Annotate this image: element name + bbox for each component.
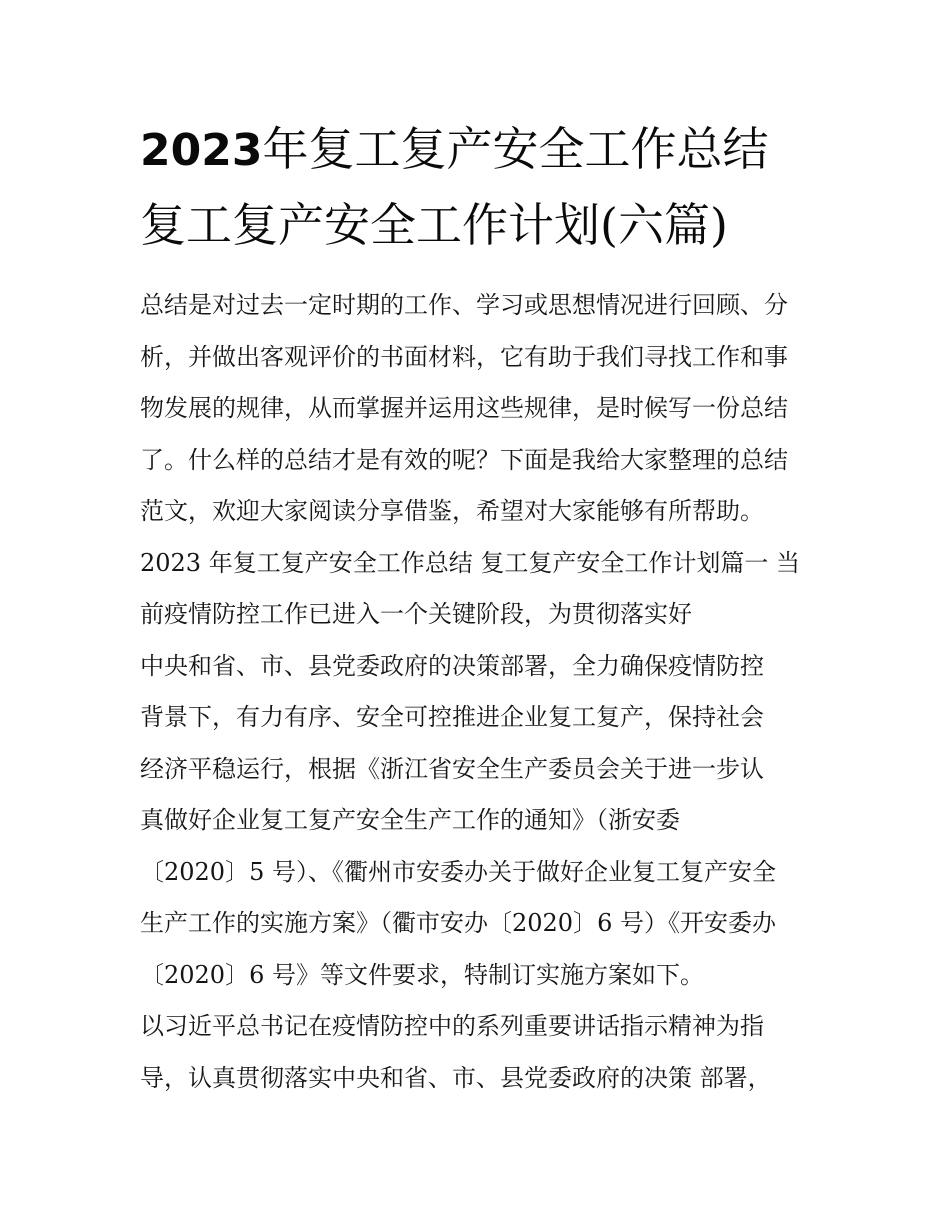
body-line: 〔2020〕6 号》等文件要求，特制订实施方案如下。 <box>140 960 704 989</box>
title-line-1 <box>140 112 840 188</box>
body-line: 〔2020〕5 号）、《衢州市安委办关于做好企业复工复产安全 <box>140 857 776 886</box>
title-line-2: 复工复产安全工作计划(六篇) <box>140 198 728 252</box>
body-line: 范文，欢迎大家阅读分享借鉴，希望对大家能够有所帮助。 <box>140 497 764 525</box>
body-line: 前疫情防控工作已进入一个关键阶段，为贯彻落实好 <box>140 600 692 628</box>
body-line: 导，认真贯彻落实中央和省、市、县党委政府的决策 部署， <box>140 1063 772 1092</box>
body-line: 2023 年复工复产安全工作总结 复工复产安全工作计划篇一 当 <box>140 548 800 577</box>
body-line: 物发展的规律，从而掌握并运用这些规律，是时候写一份总结 <box>140 394 788 422</box>
body-line: 析，并做出客观评价的书面材料，它有助于我们寻找工作和事 <box>140 342 788 371</box>
body-line: 总结是对过去一定时期的工作、学习或思想情况进行回顾、分 <box>140 291 788 319</box>
body-line: 了。什么样的总结才是有效的呢？下面是我给大家整理的总结 <box>140 445 788 474</box>
body-line: 中央和省、市、县党委政府的决策部署，全力确保疫情防控 <box>140 651 764 680</box>
body-line: 以习近平总书记在疫情防控中的系列重要讲话指示精神为指 <box>140 1012 764 1040</box>
title-line-1-text: 年复工复产安全工作总结 <box>262 122 769 176</box>
body-line: 真做好企业复工复产安全生产工作的通知》（浙安委 <box>140 806 680 834</box>
body-line: 生产工作的实施方案》（衢市安办〔2020〕6 号）《开安委办 <box>140 909 776 937</box>
title-year: 2023 <box>140 125 263 176</box>
document-title <box>140 112 840 262</box>
document-body <box>140 280 820 1104</box>
body-line: 背景下，有力有序、安全可控推进企业复工复产，保持社会 <box>140 703 764 731</box>
body-line: 经济平稳运行，根据《浙江省安全生产委员会关于进一步认 <box>140 754 764 783</box>
